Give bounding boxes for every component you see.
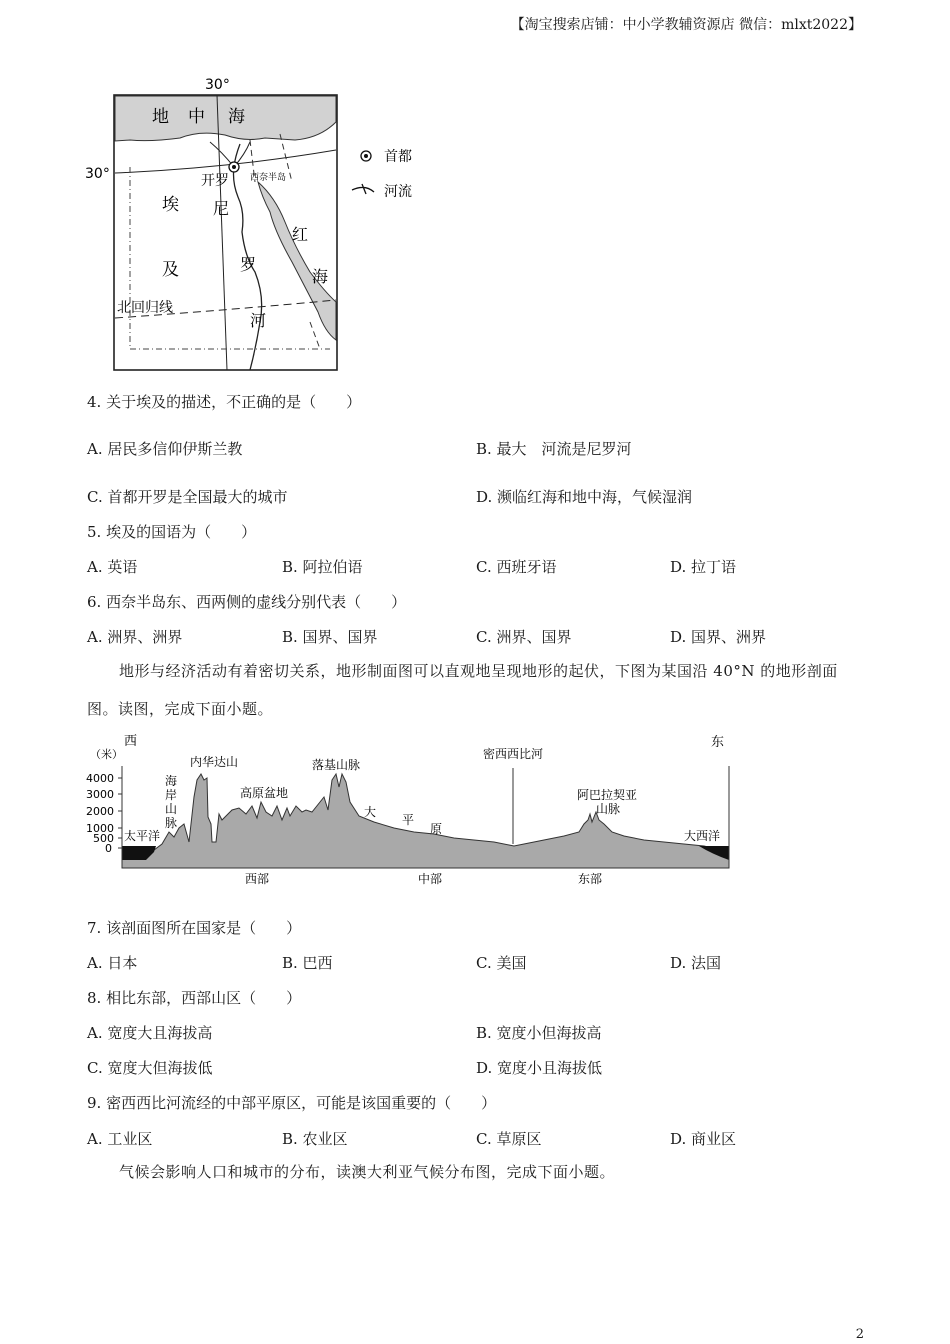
q6-stem: 6. 西奈半岛东、西两侧的虚线分别代表（ ） (87, 593, 407, 611)
q6-option-a[interactable]: A. 洲界、洲界 (87, 628, 183, 646)
q5-stem: 5. 埃及的国语为（ ） (87, 523, 257, 541)
terrain-profile (84, 732, 744, 892)
q7-option-a[interactable]: A. 日本 (87, 954, 138, 972)
q6-option-c[interactable]: C. 洲界、国界 (476, 628, 572, 646)
q8-option-c[interactable]: C. 宽度大但海拔低 (87, 1059, 213, 1077)
map-lat-label: 30° (85, 166, 110, 182)
map-cairo: 开罗 (201, 173, 229, 189)
profile-west: 西 (124, 734, 138, 749)
egypt-map (80, 72, 430, 377)
map-sinai: 西奈半岛 (250, 173, 287, 183)
label-coast-1: 海 (165, 774, 178, 788)
q5-option-b[interactable]: B. 阿拉伯语 (282, 558, 363, 576)
q9-option-b[interactable]: B. 农业区 (282, 1130, 348, 1148)
map-nile-2: 罗 (240, 255, 257, 274)
label-pacific: 太平洋 (124, 829, 161, 843)
intro-paragraph-3: 气候会影响人口和城市的分布，读澳大利亚气候分布图，完成下面小题。 (119, 1163, 616, 1181)
q4-option-b[interactable]: B. 最大 河流是尼罗河 (476, 440, 632, 458)
q4-stem: 4. 关于埃及的描述，不正确的是（ ） (87, 393, 362, 411)
q8-option-a[interactable]: A. 宽度大且海拔高 (87, 1024, 213, 1042)
label-nevada: 内华达山 (190, 755, 239, 769)
profile-unit: （米） (90, 748, 123, 761)
label-atlantic: 大西洋 (684, 829, 721, 843)
q6-option-d[interactable]: D. 国界、洲界 (670, 628, 767, 646)
q8-option-d[interactable]: D. 宽度小且海拔低 (476, 1059, 603, 1077)
q8-option-b[interactable]: B. 宽度小但海拔高 (476, 1024, 602, 1042)
label-coast-3: 山 (165, 802, 178, 816)
label-plain-1: 大 (364, 805, 377, 819)
q7-option-d[interactable]: D. 法国 (670, 954, 722, 972)
q7-option-b[interactable]: B. 巴西 (282, 954, 333, 972)
river-legend-icon (352, 184, 374, 194)
map-red-1: 红 (292, 225, 309, 244)
map-nile-1: 尼 (213, 199, 230, 218)
q7-stem: 7. 该剖面图所在国家是（ ） (87, 919, 302, 937)
region-west: 西部 (245, 872, 270, 886)
map-sea-2: 中 (188, 107, 205, 127)
q9-option-d[interactable]: D. 商业区 (670, 1130, 737, 1148)
intro-paragraph-2: 地形与经济活动有着密切关系，地形制面图可以直观地呈现地形的起伏，下图为某国沿 40°N 的地形剖面图。读图，完成下面小题。 (87, 662, 838, 718)
map-egypt-2: 及 (162, 260, 179, 280)
legend-river: 河流 (384, 184, 412, 200)
label-coast-2: 岸 (165, 788, 178, 802)
q5-option-c[interactable]: C. 西班牙语 (476, 558, 557, 576)
ytick-1000: 1000 (86, 822, 114, 835)
profile-east: 东 (711, 735, 725, 750)
ytick-3000: 3000 (86, 788, 114, 801)
q9-stem: 9. 密西西比河流经的中部平原区，可能是该国重要的（ ） (87, 1094, 497, 1112)
label-basin: 高原盆地 (240, 786, 289, 800)
ytick-500: 500 (93, 832, 114, 845)
q4-option-a[interactable]: A. 居民多信仰伊斯兰教 (87, 440, 243, 458)
q4-option-c[interactable]: C. 首都开罗是全国最大的城市 (87, 488, 288, 506)
ytick-0: 0 (105, 842, 112, 855)
label-coast-4: 脉 (165, 816, 178, 830)
q6-option-b[interactable]: B. 国界、国界 (282, 628, 378, 646)
ytick-2000: 2000 (86, 805, 114, 818)
map-nile-3: 河 (250, 311, 267, 330)
map-sea-3: 海 (228, 107, 245, 127)
legend-capital: 首都 (384, 149, 412, 165)
map-lon-label: 30° (205, 77, 230, 93)
q5-option-d[interactable]: D. 拉丁语 (670, 558, 737, 576)
label-plain-3: 原 (430, 822, 443, 836)
label-appalachian-2: 山脉 (596, 802, 621, 816)
q9-option-a[interactable]: A. 工业区 (87, 1130, 153, 1148)
page-header: 【淘宝搜索店铺：中小学教辅资源店 微信：mlxt2022】 (510, 17, 862, 33)
map-sea-1: 地 (152, 107, 169, 127)
ytick-4000: 4000 (86, 772, 114, 785)
region-east: 东部 (578, 872, 603, 886)
q4-option-d[interactable]: D. 濒临红海和地中海，气候湿润 (476, 488, 693, 506)
map-red-2: 海 (312, 267, 329, 286)
map-egypt-1: 埃 (162, 195, 179, 215)
q9-option-c[interactable]: C. 草原区 (476, 1130, 542, 1148)
label-plain-2: 平 (402, 813, 415, 827)
page-number: 2 (855, 1327, 864, 1342)
q5-option-a[interactable]: A. 英语 (87, 558, 138, 576)
q8-stem: 8. 相比东部，西部山区（ ） (87, 989, 302, 1007)
label-rocky: 落基山脉 (312, 758, 361, 772)
q7-option-c[interactable]: C. 美国 (476, 954, 527, 972)
label-appalachian-1: 阿巴拉契亚 (577, 788, 638, 802)
label-mississippi: 密西西比河 (483, 747, 544, 761)
map-tropic: 北回归线 (117, 300, 173, 316)
region-central: 中部 (418, 872, 443, 886)
